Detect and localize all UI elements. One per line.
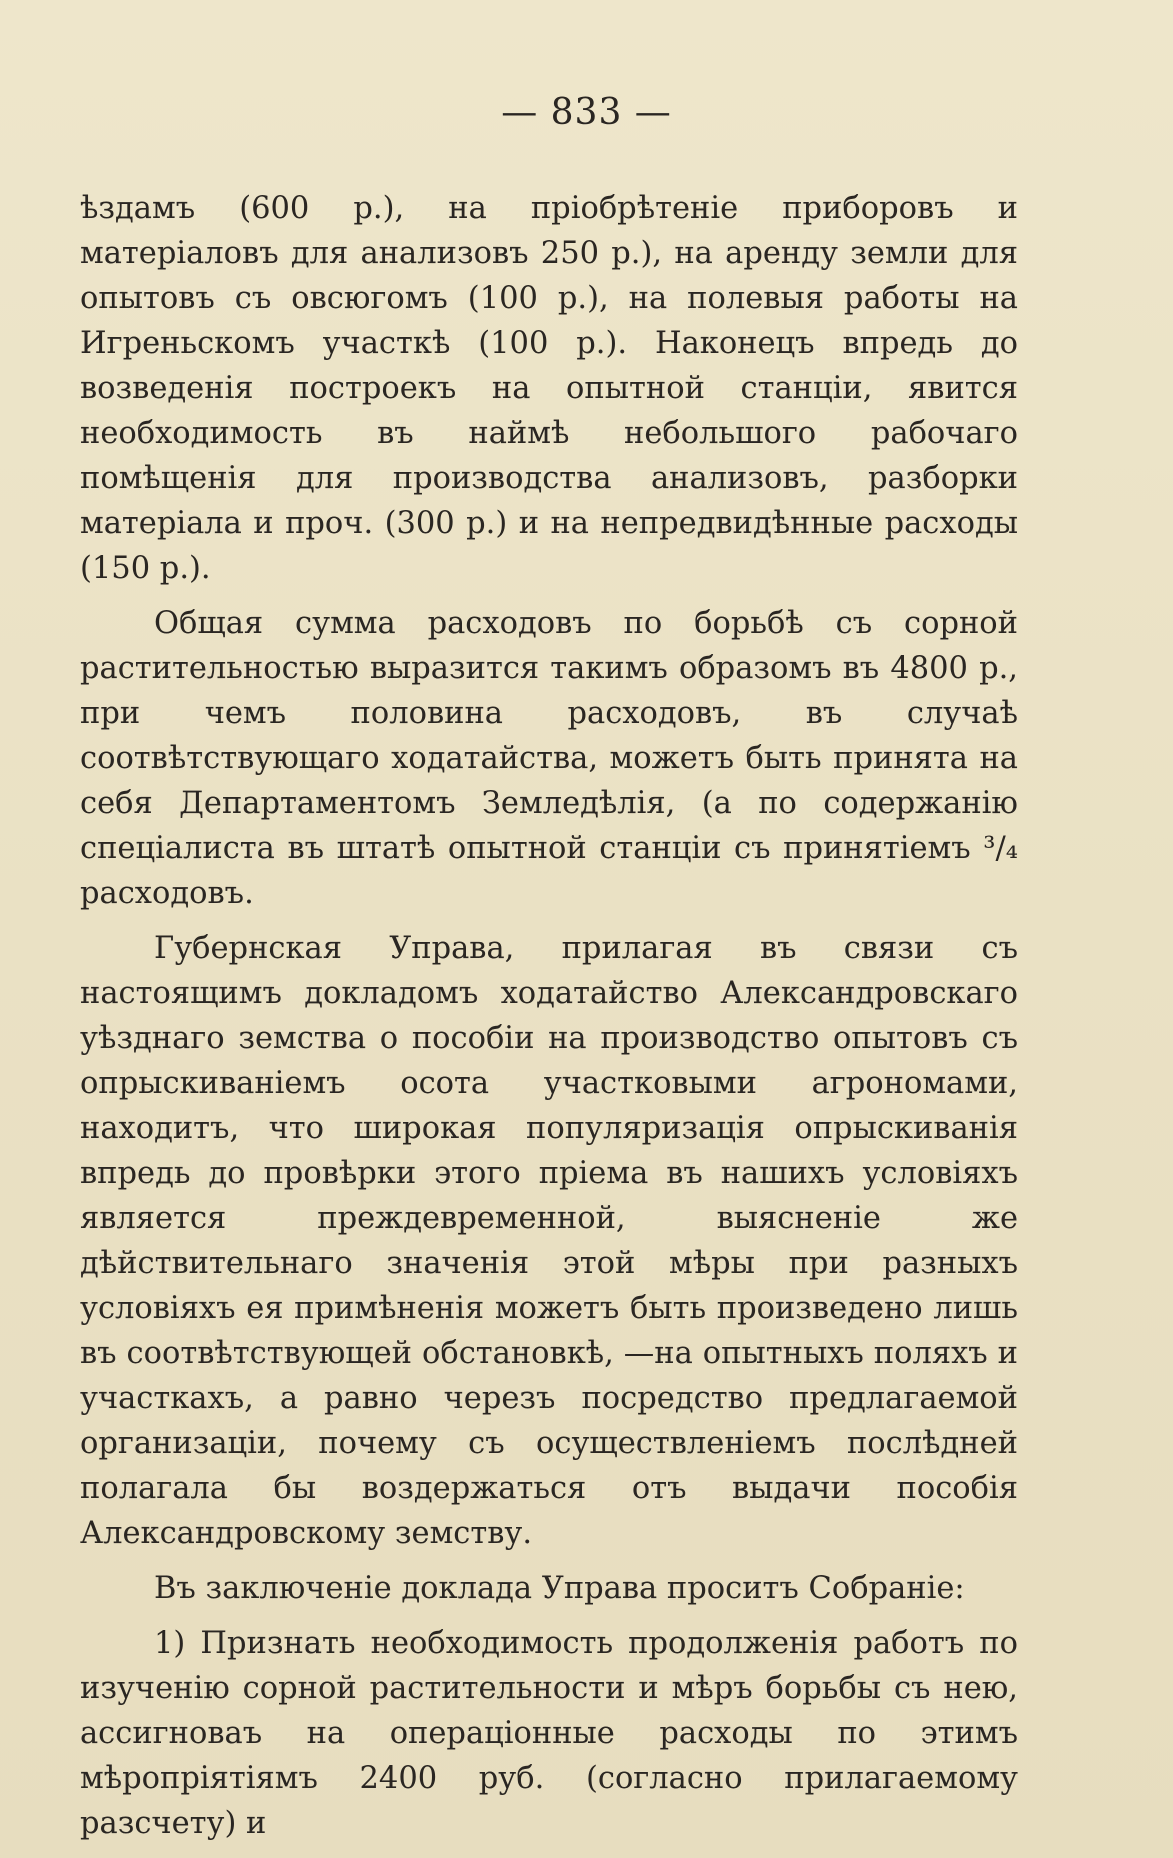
paragraph-uprava-opinion: Губернская Управа, прилагая въ связи съ настоящимъ докладомъ ходатайство Александровскаго уѣзднаго земства о пособіи на производство опытовъ съ опрыскиваніемъ осота участковыми агрономами, находитъ, что широкая популяризація опрыскиванія впредь до провѣрки этого пріема въ нашихъ условіяхъ является преждевременной, выясненіе же дѣйствительнаго значенія этой мѣры при разныхъ условіяхъ ея примѣненія можетъ быть произведено лишь въ соотвѣтствующей обстановкѣ, —на опытныхъ поляхъ и участкахъ, а равно черезъ посредство предлагаемой организаціи, почему съ осуществленіемъ послѣдней полагала бы воздержаться отъ выдачи пособія Александровскому земству.: [80, 931, 1018, 1551]
body-text: [80, 186, 1018, 1846]
paragraph-total-sum: Общая сумма расходовъ по борьбѣ съ сорной растительностью выразится такимъ образомъ въ 4800 р., при чемъ половина расходовъ, въ случаѣ соотвѣтствующаго ходатайства, можетъ быть принята на себя Департаментомъ Земледѣлія, (а по содержанію спеціалиста въ штатѣ опытной станціи съ принятіемъ ³/₄ расходовъ.: [80, 606, 1018, 911]
paragraph-request-item-1: 1) Признать необходимость продолженія работъ по изученію сорной растительности и мѣръ борьбы съ нею, ассигноваъ на операціонные расходы по этимъ мѣропріятіямъ 2400 руб. (согласно прилагаемому разсчету) и: [80, 1626, 1018, 1841]
page-number: — 833 —: [501, 92, 672, 133]
paragraph-budget-items: ѣздамъ (600 р.), на пріобрѣтеніе приборовъ и матеріаловъ для анализовъ 250 р.), на аренду земли для опытовъ съ овсюгомъ (100 р.), на полевыя работы на Игреньскомъ участкѣ (100 р.). Наконецъ впредь до возведенія построекъ на опытной станціи, явится необходимость въ наймѣ небольшого рабочаго помѣщенія для производства анализовъ, разборки матеріала и проч. (300 р.) и на непредвидѣнные расходы (150 р.).: [80, 191, 1018, 586]
paragraph-conclusion-intro: Въ заключеніе доклада Управа проситъ Собраніе:: [154, 1571, 965, 1606]
